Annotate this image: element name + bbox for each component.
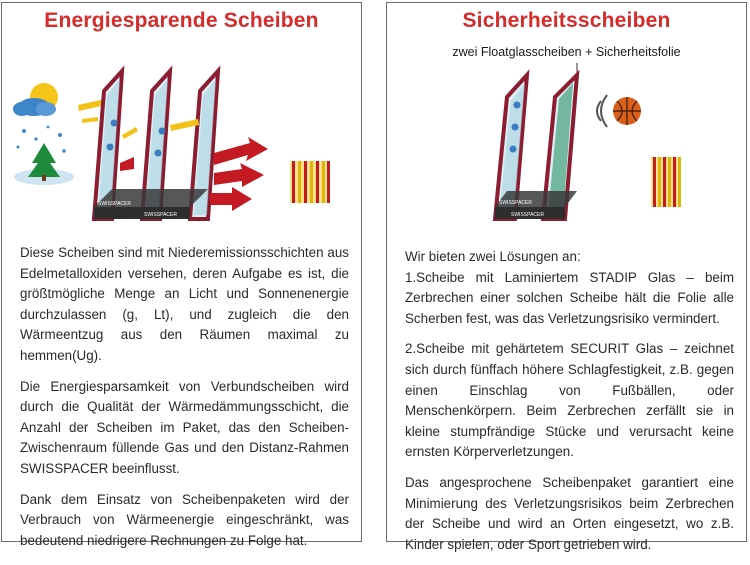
glass-caption: zwei Floatglasscheiben + Sicherheitsfolie — [452, 45, 681, 59]
paragraph: 2.Scheibe mit gehärtetem SECURIT Glas – zeichnet sich durch fünffach höhere Schlagfestigkeit, z.B. gegen einen Einschlag von Fußbällen, oder Menschenkörpern. Beim Zerbrechen zerfällt sie in kleine stumpfrändige Stücke und verursacht keine ernsten Körperverletzungen. — [405, 341, 734, 460]
radiator-icon — [290, 161, 330, 203]
spacer-label: SWISSPACER — [98, 201, 131, 207]
panel-body — [20, 243, 349, 561]
tree-icon — [14, 143, 74, 185]
radiator-icon — [651, 157, 681, 207]
sun-cloud-icon — [13, 83, 58, 116]
impact-waves-icon — [597, 95, 607, 127]
laminated-glazing-illustration — [387, 39, 746, 229]
paragraph: Das angesprochene Scheibenpaket garantiert eine Minimierung des Verletzungsrisikos beim Zerbrechen der Scheibe und wird an Orten eingesetzt, wo z.B. Kinder spielen, oder Sport getrieben wird. — [405, 474, 734, 552]
spacer-label: SWISSPACER — [144, 212, 177, 218]
panel-title: Sicherheitsscheiben — [462, 9, 671, 32]
basketball-icon — [613, 97, 641, 125]
intro-line: Wir bieten zwei Lösungen an: — [405, 249, 581, 264]
triple-glazing-illustration — [2, 39, 361, 229]
safety-glass-panel — [386, 2, 747, 552]
paragraph: Die Energiesparsamkeit von Verbundscheiben wird durch die Qualität der Wärmedämmungsschicht, die Anzahl der Scheiben im Paket, das den Scheiben-Zwischenraum füllende Gas und den Distanz-Rahmen SWISSPACER beeinflusst. — [20, 378, 349, 476]
paragraph: 1.Scheibe mit Laminiertem STADIP Glas – beim Zerbrechen einer solchen Scheibe hält die Folie alle Scherben fest, was das Verletzungsrisiko vermindert. — [405, 269, 734, 326]
panel-body — [405, 247, 734, 565]
paragraph: Diese Scheiben sind mit Niederemissionsschichten aus Edelmetalloxiden versehen, deren Aufgabe es ist, die größtmögliche Menge an Licht und Sonnenenergie durchzulassen (g, Lt), und zugleich die den Wärmeentzug aus den Räumen maximal zu hemmen(Ug). — [20, 245, 349, 363]
spacer-label: SWISSPACER — [499, 200, 532, 206]
spacer-label: SWISSPACER — [511, 212, 544, 218]
energy-saving-panel — [1, 2, 362, 548]
panel-title: Energiesparende Scheiben — [44, 9, 319, 32]
paragraph: Dank dem Einsatz von Scheibenpaketen wird der Verbrauch von Wärmeenergie eingeschränkt, was bedeutend niedrigere Rechnungen zu Folge hat. — [20, 491, 349, 548]
